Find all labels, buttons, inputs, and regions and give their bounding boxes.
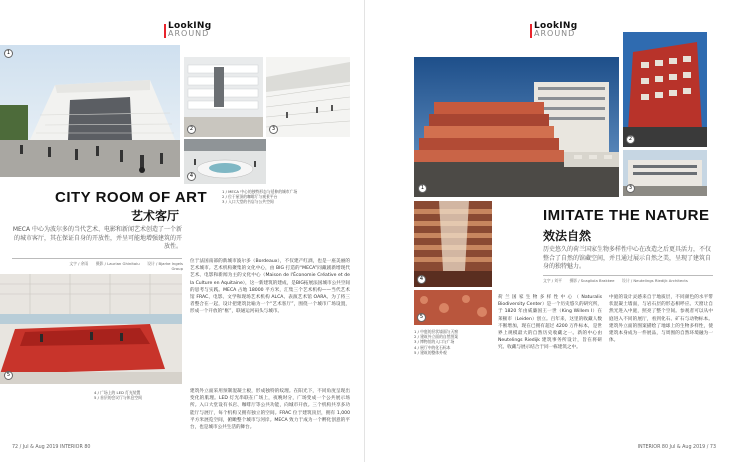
article-title-en: IMITATE THE NATURE [543,207,710,224]
caption-text: 4 / 广场上的 LED 灯光装置 [94,390,141,395]
header-title: LookINg [534,21,578,31]
article-title-cn: 效法自然 [543,229,592,243]
right-page [365,0,730,462]
article-title-cn: 艺术客厅 [131,209,180,223]
photo-number-badge: 5 [417,313,426,322]
caption-text: 1 / 中庭的层状墙面与天窗 [414,329,459,334]
section-header [530,22,578,38]
caption-text: 4 / 展厅中的化石标本 [414,344,451,350]
caption-text: 3 / 博物馆的入口与广场 [414,339,455,345]
photo-red-interior [0,274,182,384]
header-subtitle: AROUND [534,29,576,38]
photo-number-badge: 5 [4,371,13,380]
caption-text: 3 / 入口大堂的书店与公共空间 [222,199,274,205]
photo-tower-detail [623,32,707,147]
body-text-col2: 建筑外立面采用预制混凝土板，形成独特的纹理。在阳光下，不同角度呈现出变化的肌理。LED 灯光串联在广场上，夜晚时分，广场变成一个公共展示场所。入口大堂设有书店、咖啡厅等公共功能，向城市开放。三个机构共享多功能厅与展厅，每个机构又拥有独立的空间。FRAC 位于建筑顶层，拥有 1,000 平方米展览空间，俯瞰整个城市与河岸。MECA 致力于成为一个孵化创意的平台，也是城市公共生活的舞台。 [190,389,350,431]
page-folio: INTERIOR 80 Jul & Aug 2019 / 73 [637,445,716,450]
page-folio: 72 / Jul & Aug 2019 INTERIOR 80 [12,445,91,450]
photo-number-badge: 1 [418,184,427,193]
header-title: LookINg [168,21,212,31]
caption-block [414,329,492,355]
caption-text: 2 / 建筑外立面的自然图案 [414,334,459,340]
caption-text: 1 / MECA 中心的独特形态与延伸的城市广场 [222,189,298,194]
photo-number-badge: 3 [269,125,278,134]
photo-number-badge: 1 [4,49,13,58]
article-title-en: CITY ROOM OF ART [55,189,208,206]
caption-block [94,390,184,400]
photo-number-badge: 2 [187,125,196,134]
photo-number-badge: 4 [417,275,426,284]
header-accent-bar [530,24,532,38]
divider [543,275,713,276]
photo-pattern-facade [414,290,492,325]
photo-lobby [184,139,266,184]
section-header [164,22,212,38]
photo-number-badge: 3 [626,184,635,193]
article-credits: 文字 / 刘平 摄影 / Scagliola Brakkee 设计 / Neutelings Riedijk Architects [543,278,688,283]
article-lede: MECA 中心为波尔多的当代艺术、电影和新闻艺术创造了一个新的城市客厅，其在保证自身的开放性，并呈可能地增强建筑的开放性。 [12,226,182,250]
caption-text: 2 / 位于屋顶的咖啡厅与观景平台 [222,194,278,200]
photo-facade-detail [184,57,263,137]
photo-meca-exterior [0,45,180,177]
divider [12,258,182,259]
header-accent-bar [164,24,166,38]
caption-block [222,189,354,205]
caption-text: 5 / 首层的会议厅与休息空间 [94,395,142,401]
article-lede: 历史悠久的荷兰国家生物多样性中心在改造之后更具活力，不仅整合了自然的馆藏空间，并且通过展示自然之美，呈现了建筑自身的独特魅力。 [543,246,712,270]
article-credits: 文字 / 余雨 摄影 / Laurian Ghinitoiu 设计 / Bjarke Ingels Group [69,261,183,271]
header-subtitle: AROUND [168,29,210,38]
photo-naturalis-exterior [414,57,619,197]
body-text-col1: 荷兰国家生物多样性中心（Naturalis Biodiversity Center）是一个历史悠久的研究所，于 1820 年由威廉国王一世（King Willem I）在莱顿市（Leiden）创立。百年来，这里的收藏人数不断增加，现在已拥有超过 4200 万件标本，是世界上规模最大的自然历史收藏之一。新的中心由 Neutelings Riedijk 建筑事务所设计，旨在将研究、收藏与展示结合于同一栋建筑之中。 [498,295,602,351]
caption-text: 5 / 建筑的整体外观 [414,349,447,355]
photo-entrance [623,150,707,196]
photo-number-badge: 4 [187,172,196,181]
body-text-col2: 中庭的设计灵感来自于地质层，不同颜色的水平带状混凝土墙面，与岩石层的形态相呼应。天窗让自然光进入中庭，照亮了整个空间。参观者可以从中庭进入不同的展厅，看到化石、矿石与动物标本。建筑外立面的图案描绘了地球上的生物多样性，使建筑本身成为一件展品，与周围的自然环境融为一体。 [609,295,713,344]
photo-roof-terrace [266,57,350,137]
body-text-col1: 位于法国南部的新城市波尔多（Bordeaux），不仅建产红酒，也是一座美丽的艺术城市。艺术机构聚集的文化中心，由 BIG 打造的“MECA”同藏剧新增现代艺术、电影和新闻为主的文化中心（Maison de l'Économie Créative et de la Culture en Aquitaine），这一新建筑的建成，是BIG拓展法国城市公共空间的思考与实践。MECA 占地 18000 平方米，汇集三个艺术机构——当代艺术馆 FRAC、电影、文学和现场艺术机构 ALCA、表演艺术馆 OARA。为了将三者整合在一起，设计把建筑比喻为一个“艺术客厅”，围绕一个城市广场设置，形成一个开放的“框”，联通运河码头与城市。 [190,259,350,315]
photo-number-badge: 2 [626,135,635,144]
photo-atrium [414,201,492,287]
